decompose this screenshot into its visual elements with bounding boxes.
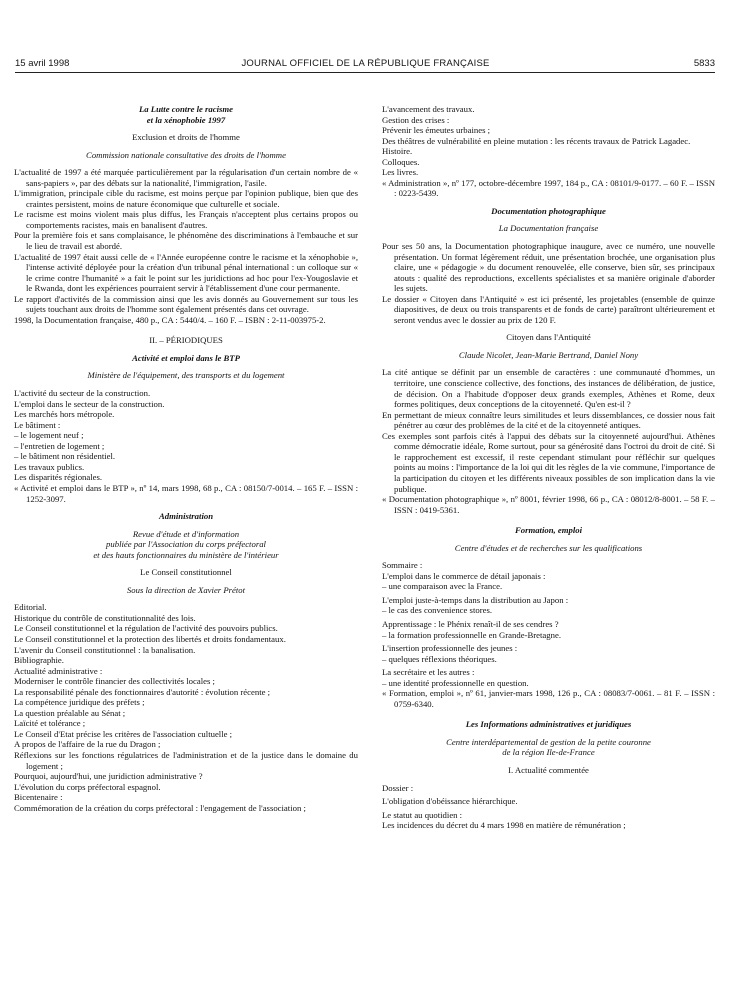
header-date: 15 avril 1998 <box>15 58 70 69</box>
administration-desc: publiée par l'Association du corps préfectoral <box>106 539 266 550</box>
btp-item: Le bâtiment : <box>14 419 61 430</box>
formation-item: – une comparaison avec la France. <box>382 581 503 592</box>
docphoto-authors: Claude Nicolet, Jean-Marie Bertrand, Daniel Nony <box>458 349 639 360</box>
formation-item: L'emploi dans le commerce de détail japonais : <box>382 570 546 581</box>
formation-item: L'insertion professionnelle des jeunes : <box>382 643 518 654</box>
racisme-paragraph: L'actualité de 1997 était aussi celle de « l'Année européenne contre le racisme et la xénophobie », l'intense activité déployée pour la création d'un tribunal pénal international : un colloque sur « le crime contre l'humanité » a fait le point sur les juridictions ad hoc pour l'ex-Yougoslavie et le Rwanda, dont les expériences pourraient servir à l'établissement d'une cour permanente. <box>14 251 358 294</box>
administration-direction: Sous la direction de Xavier Prétot <box>126 584 246 595</box>
informations-author: Centre interdépartemental de gestion de la petite couronne <box>446 736 651 747</box>
administration-item: A propos de l'affaire de la rue du Dragon ; <box>14 739 161 750</box>
administration-item: Réflexions sur les fonctions régulatrices de l'administration et de la justice dans le domaine du logement ; <box>14 749 358 771</box>
administration-item: Laïcité et tolérance ; <box>14 718 86 729</box>
racisme-paragraph: L'actualité de 1997 a été marquée particulièrement par la régularisation d'un certain nombre de « sans-papiers », par des débats sur la nationalité, l'immigration, l'asile. <box>14 167 358 188</box>
administration-item: Gestion des crises : <box>382 114 450 125</box>
administration-item: Pourquoi, aujourd'hui, une juridiction administrative ? <box>14 771 203 782</box>
administration-item: La question préalable au Sénat ; <box>14 707 126 718</box>
informations-section: I. Actualité commentée <box>508 764 589 775</box>
racisme-title: La Lutte contre le racisme <box>138 104 234 114</box>
racisme-subtitle: Exclusion et droits de l'homme <box>132 132 240 143</box>
administration-item: Le Conseil d'Etat précise les critères de l'association cultuelle ; <box>14 728 233 739</box>
administration-item: Actualité administrative : <box>14 665 103 676</box>
btp-author: Ministère de l'équipement, des transports et du logement <box>87 370 285 381</box>
docphoto-title: Documentation photographique <box>491 205 606 216</box>
formation-item: – une identité professionnelle en question. <box>382 677 529 688</box>
administration-item: La responsabilité pénale des fonctionnaires d'autorité : évolution récente ; <box>14 686 271 697</box>
informations-item: Le statut au quotidien : <box>382 809 463 820</box>
formation-item: La secrétaire et les autres : <box>382 667 475 678</box>
informations-author: de la région Ile-de-France <box>502 747 595 758</box>
administration-item: Editorial. <box>14 602 47 613</box>
racisme-paragraph: Le rapport d'activités de la commission ainsi que les avis donnés au Gouvernement sur tous les sujets touchant aux droits de l'homme sont également présentés dans cet ouvrage. <box>14 293 358 315</box>
administration-item: La compétence juridique des préfets ; <box>14 697 145 708</box>
btp-title: Activité et emploi dans le BTP <box>132 352 240 363</box>
right-column <box>382 104 715 831</box>
btp-item: L'activité du secteur de la construction. <box>14 388 151 399</box>
administration-item: L'évolution du corps préfectoral espagnol. <box>14 781 161 792</box>
docphoto-author: La Documentation française <box>498 223 599 234</box>
header-title: JOURNAL OFFICIEL DE LA RÉPUBLIQUE FRANÇAISE <box>241 58 490 69</box>
administration-item: Histoire. <box>382 146 413 157</box>
racisme-paragraph: Le racisme est moins violent mais plus diffus, les Français n'acceptent plus certains propos ou comportements racistes, mais en banalisent d'autres. <box>14 209 358 230</box>
btp-item: – le bâtiment non résidentiel. <box>14 451 116 462</box>
racisme-title-2: et la xénophobie 1997 <box>146 114 226 125</box>
administration-desc: Revue d'étude et d'information <box>132 528 240 539</box>
administration-item: Prévenir les émeutes urbaines ; <box>382 125 491 136</box>
periodiques-heading: II. – PÉRIODIQUES <box>149 335 223 346</box>
informations-item: Dossier : <box>382 782 414 793</box>
docphoto-paragraph: Le dossier « Citoyen dans l'Antiquité » est ici présenté, les projetables (ensemble de quinze diapositives, de deux ou trois transparents et de fonds de carte) paraîtront ultérieurement et seront vendus avec le dossier au prix de 120 F. <box>382 293 715 325</box>
formation-item: Sommaire : <box>382 560 423 571</box>
administration-title: Administration <box>158 511 214 522</box>
administration-item: Bicentenaire : <box>14 792 63 803</box>
administration-reference: « Administration », nº 177, octobre-décembre 1997, 184 p., CA : 08101/9-0177. – 60 F. – ISSN : 0223-5439. <box>382 177 715 199</box>
btp-item: Les disparités régionales. <box>14 472 103 483</box>
administration-desc: et des hauts fonctionnaires du ministère de l'intérieur <box>93 549 279 560</box>
formation-item: – quelques réflexions théoriques. <box>382 653 497 664</box>
formation-item: Apprentissage : le Phénix renaît-il de ses cendres ? <box>382 618 559 629</box>
left-column <box>14 104 358 813</box>
btp-item: Les marchés hors métropole. <box>14 409 115 420</box>
racisme-author: Commission nationale consultative des droits de l'homme <box>86 149 286 160</box>
informations-title: Les Informations administratives et juridiques <box>465 719 632 730</box>
administration-item: Le Conseil constitutionnel et la régulation de l'activité des pouvoirs publics. <box>14 623 278 634</box>
btp-item: – le logement neuf ; <box>14 430 84 441</box>
docphoto-paragraph: Ces exemples sont parfois cités à l'appui des débats sur la citoyenneté aujourd'hui. Athènes comme démocratie idéale, Rome surtout, pour sa générosité dans l'octroi du droit de cité. Si le rapprochement est excessif, il reste cependant stimulant pour réfléchir sur quelques points au moins : l'importance de la loi qui dit les règles de la vie commune, l'importance de la participation du citoyen et les différents niveaux possibles de son implication dans la vie publique. <box>382 430 715 494</box>
informations-item: L'obligation d'obéissance hiérarchique. <box>382 796 518 807</box>
racisme-paragraph: L'immigration, principale cible du racisme, est moins perçue par l'opinion publique, bien que des craintes persistent, moins de nature économique que culturelle et sociale. <box>14 188 358 209</box>
administration-item: Le Conseil constitutionnel et la protection des libertés et droits fondamentaux. <box>14 633 286 644</box>
administration-item: Bibliographie. <box>14 655 64 666</box>
formation-title: Formation, emploi <box>514 525 583 536</box>
administration-section: Le Conseil constitutionnel <box>140 567 232 578</box>
racisme-paragraph: Pour la première fois et sans complaisance, le phénomène des discriminations à l'embauche et sur le lieu de travail est abordé. <box>14 230 358 252</box>
page-number: 5833 <box>693 58 715 69</box>
informations-item: Les incidences du décret du 4 mars 1998 en matière de rémunération ; <box>382 820 626 831</box>
administration-item: L'avancement des travaux. <box>382 104 475 114</box>
formation-author: Centre d'études et de recherches sur les qualifications <box>454 542 643 553</box>
btp-item: L'emploi dans le secteur de la construction. <box>14 398 165 409</box>
btp-item: Les travaux publics. <box>14 461 85 472</box>
administration-item: Commémoration de la création du corps préfectoral : l'engagement de l'association ; <box>14 802 306 813</box>
formation-item: – la formation professionnelle en Grande-Bretagne. <box>382 629 561 640</box>
racisme-reference: 1998, la Documentation française, 480 p., CA : 5440/4. – 160 F. – ISBN : 2-11-003975-2. <box>14 314 326 325</box>
administration-item: Historique du contrôle de constitutionnalité des lois. <box>14 612 196 623</box>
administration-item: Moderniser le contrôle financier des collectivités locales ; <box>14 676 215 687</box>
docphoto-paragraph: En permettant de mieux connaître leurs similitudes et leurs dissemblances, ce dossier nous fait pénétrer au cœur des problèmes de la cité et de la citoyenneté antiques. <box>382 409 715 431</box>
administration-item: Les livres. <box>382 167 419 178</box>
page-header <box>0 58 731 72</box>
formation-item: – le cas des convenience stores. <box>382 605 492 616</box>
administration-item: L'avenir du Conseil constitutionnel : la banalisation. <box>14 644 196 655</box>
formation-item: L'emploi juste-à-temps dans la distribution au Japon : <box>382 594 569 605</box>
docphoto-section: Citoyen dans l'Antiquité <box>506 332 591 343</box>
docphoto-paragraph: La cité antique se définit par un ensemble de caractères : une communauté d'hommes, un territoire, une conscience collective, des fonctions, des instances de délibération, de justice, de décision. On a l'habitude d'opposer deux grands exemples, Athènes et Rome, deux formes politiques, deux conceptions de la citoyenneté. Qu'en est-il ? <box>382 367 715 410</box>
formation-reference: « Formation, emploi », nº 61, janvier-mars 1998, 126 p., CA : 08083/7-0061. – 81 F. – ISSN : 0759-6340. <box>382 688 715 709</box>
btp-reference: « Activité et emploi dans le BTP », nº 14, mars 1998, 68 p., CA : 08150/7-0014. – 165 F. – ISSN : 1252-3097. <box>14 482 358 504</box>
administration-item: Colloques. <box>382 156 420 167</box>
administration-item: Des théâtres de vulnérabilité en pleine mutation : les récents travaux de Patrick Lagadec. <box>382 135 691 146</box>
docphoto-paragraph: Pour ses 50 ans, la Documentation photographique inaugure, avec ce numéro, une nouvelle présentation. Un format légèrement réduit, une présentation brochée, une organisation plus claire, une « pédagogie » du document renouvelée, elle conserve, bien sûr, ses principaux atouts : qualité des reproductions, excellents spécialistes et sa manière originale d'aborder les sujets. <box>382 241 715 294</box>
docphoto-reference: « Documentation photographique », nº 8001, février 1998, 66 p., CA : 08012/8-8001. – 58 F. – ISSN : 0419-5361. <box>382 494 715 515</box>
header-rule <box>15 72 715 73</box>
btp-item: – l'entretien de logement ; <box>14 440 105 451</box>
